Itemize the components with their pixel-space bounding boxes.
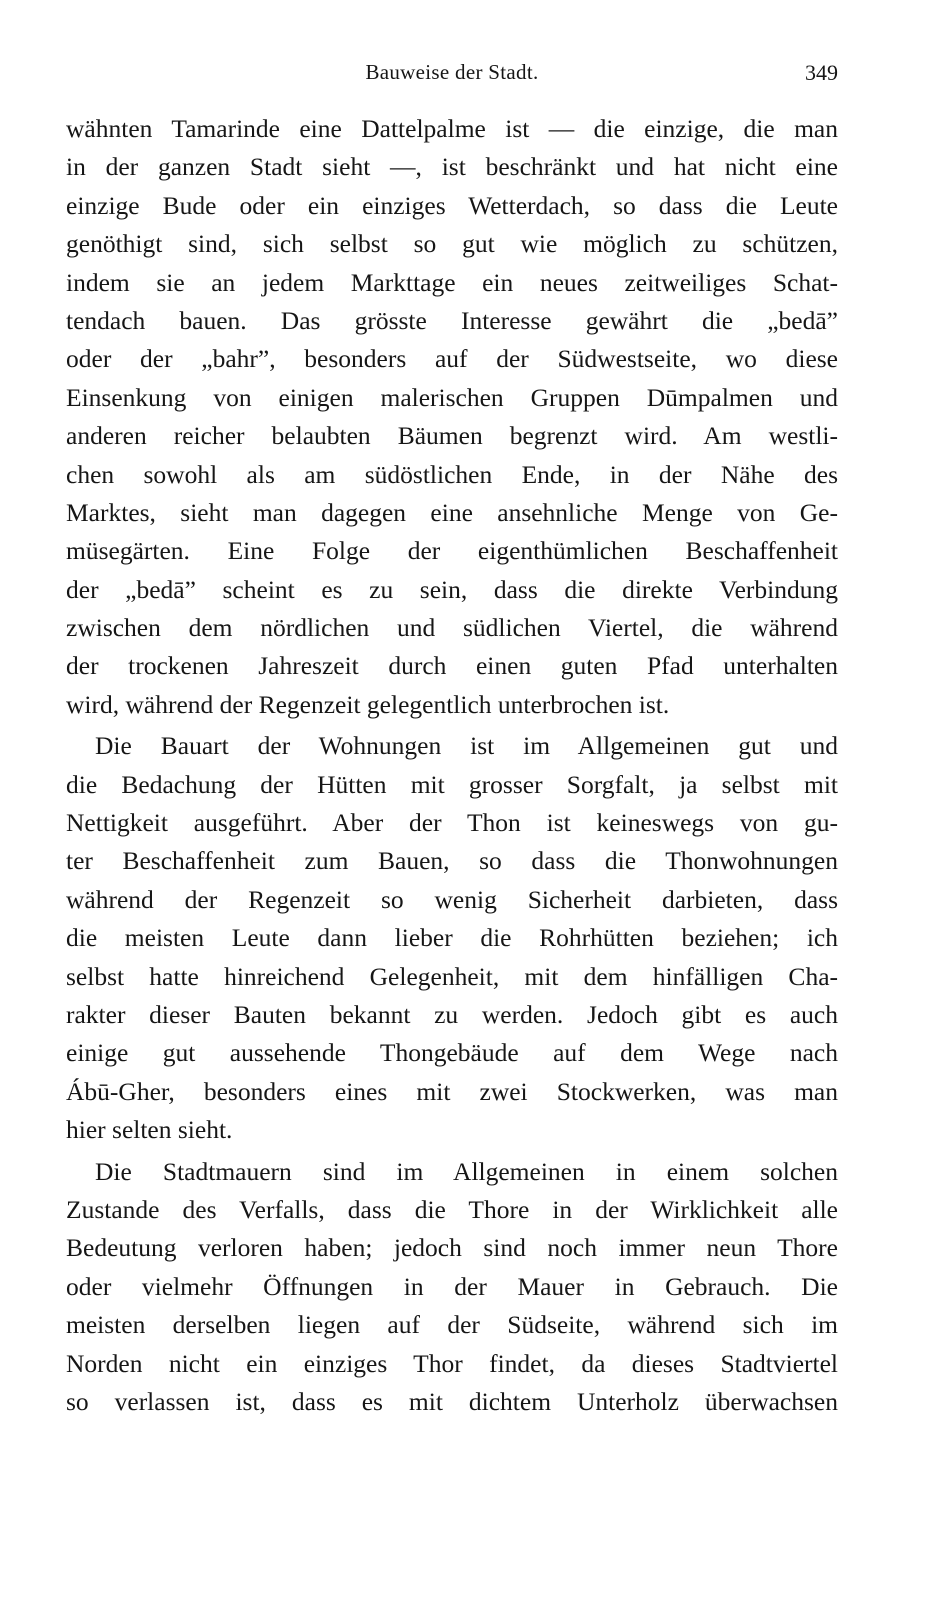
paragraph — [66, 727, 838, 1149]
text-line: in der ganzen Stadt sieht —, ist beschränkt und hat nicht eine — [66, 152, 838, 182]
text-line: oder der „bahr”, besonders auf der Südwestseite, wo diese — [66, 344, 838, 374]
text-line: wähnten Tamarinde eine Dattelpalme ist — die einzige, die man — [66, 114, 838, 143]
running-title: Bauweise der Stadt. — [365, 60, 539, 84]
text-line: die Bedachung der Hütten mit grosser Sorgfalt, ja selbst mit — [66, 769, 838, 799]
text-line: tendach bauen. Das grösste Interesse gewährt die „bedā” — [66, 305, 838, 335]
text-line: indem sie an jedem Markttage ein neues zeitweiliges Schat- — [66, 267, 838, 297]
page-header — [66, 60, 838, 94]
text-line: Marktes, sieht man dagegen eine ansehnliche Menge von Ge- — [66, 497, 838, 527]
text-line: Norden nicht ein einziges Thor findet, da dieses Stadtviertel — [66, 1348, 838, 1378]
text-line: Nettigkeit ausgeführt. Aber der Thon ist keineswegs von gu- — [66, 808, 838, 838]
text-line: Zustande des Verfalls, dass die Thore in der Wirklichkeit alle — [66, 1194, 838, 1224]
text-line: chen sowohl als am südöstlichen Ende, in der Nähe des — [66, 459, 838, 489]
text-line: zwischen dem nördlichen und südlichen Viertel, die während — [66, 613, 838, 643]
text-line: so verlassen ist, dass es mit dichtem Unterholz überwachsen — [66, 1386, 838, 1416]
text-line: anderen reicher belaubten Bäumen begrenzt wird. Am westli- — [66, 421, 838, 451]
text-line: meisten derselben liegen auf der Südseite, während sich im — [66, 1310, 838, 1340]
text-line: einige gut aussehende Thongebäude auf dem Wege nach — [66, 1038, 838, 1068]
text-line: Bedeutung verloren haben; jedoch sind noch immer neun Thore — [66, 1233, 838, 1263]
text-line: der „bedā” scheint es zu sein, dass die direkte Verbindung — [66, 574, 838, 604]
text-line: der trockenen Jahreszeit durch einen guten Pfad unterhalten — [66, 651, 838, 681]
text-line: Einsenkung von einigen malerischen Gruppen Dūmpalmen und — [66, 382, 838, 412]
text-line: rakter dieser Bauten bekannt zu werden. Jedoch gibt es auch — [66, 999, 838, 1029]
text-line: hier selten sieht. — [66, 1115, 233, 1145]
text-line: Ábū-Gher, besonders eines mit zwei Stockwerken, was man — [66, 1076, 838, 1106]
text-line: die meisten Leute dann lieber die Rohrhütten beziehen; ich — [66, 923, 838, 953]
text-line: oder vielmehr Öffnungen in der Mauer in Gebrauch. Die — [66, 1271, 838, 1301]
text-line: selbst hatte hinreichend Gelegenheit, mit dem hinfälligen Cha- — [66, 961, 838, 991]
body-text — [66, 110, 838, 1421]
text-line: wird, während der Regenzeit gelegentlich unterbrochen ist. — [66, 689, 670, 719]
page-number: 349 — [805, 60, 838, 85]
text-line: während der Regenzeit so wenig Sicherheit darbieten, dass — [66, 884, 838, 914]
text-line: Die Stadtmauern sind im Allgemeinen in einem solchen — [95, 1156, 838, 1186]
text-line: einzige Bude oder ein einziges Wetterdach, so dass die Leute — [66, 190, 838, 220]
text-line: müsegärten. Eine Folge der eigenthümlichen Beschaffenheit — [66, 536, 838, 566]
text-line: genöthigt sind, sich selbst so gut wie möglich zu schützen, — [66, 229, 838, 259]
text-line: Die Bauart der Wohnungen ist im Allgemeinen gut und — [95, 731, 838, 761]
paragraph — [66, 1153, 838, 1422]
paragraph — [66, 110, 838, 724]
text-line: ter Beschaffenheit zum Bauen, so dass die Thonwohnungen — [66, 846, 838, 876]
